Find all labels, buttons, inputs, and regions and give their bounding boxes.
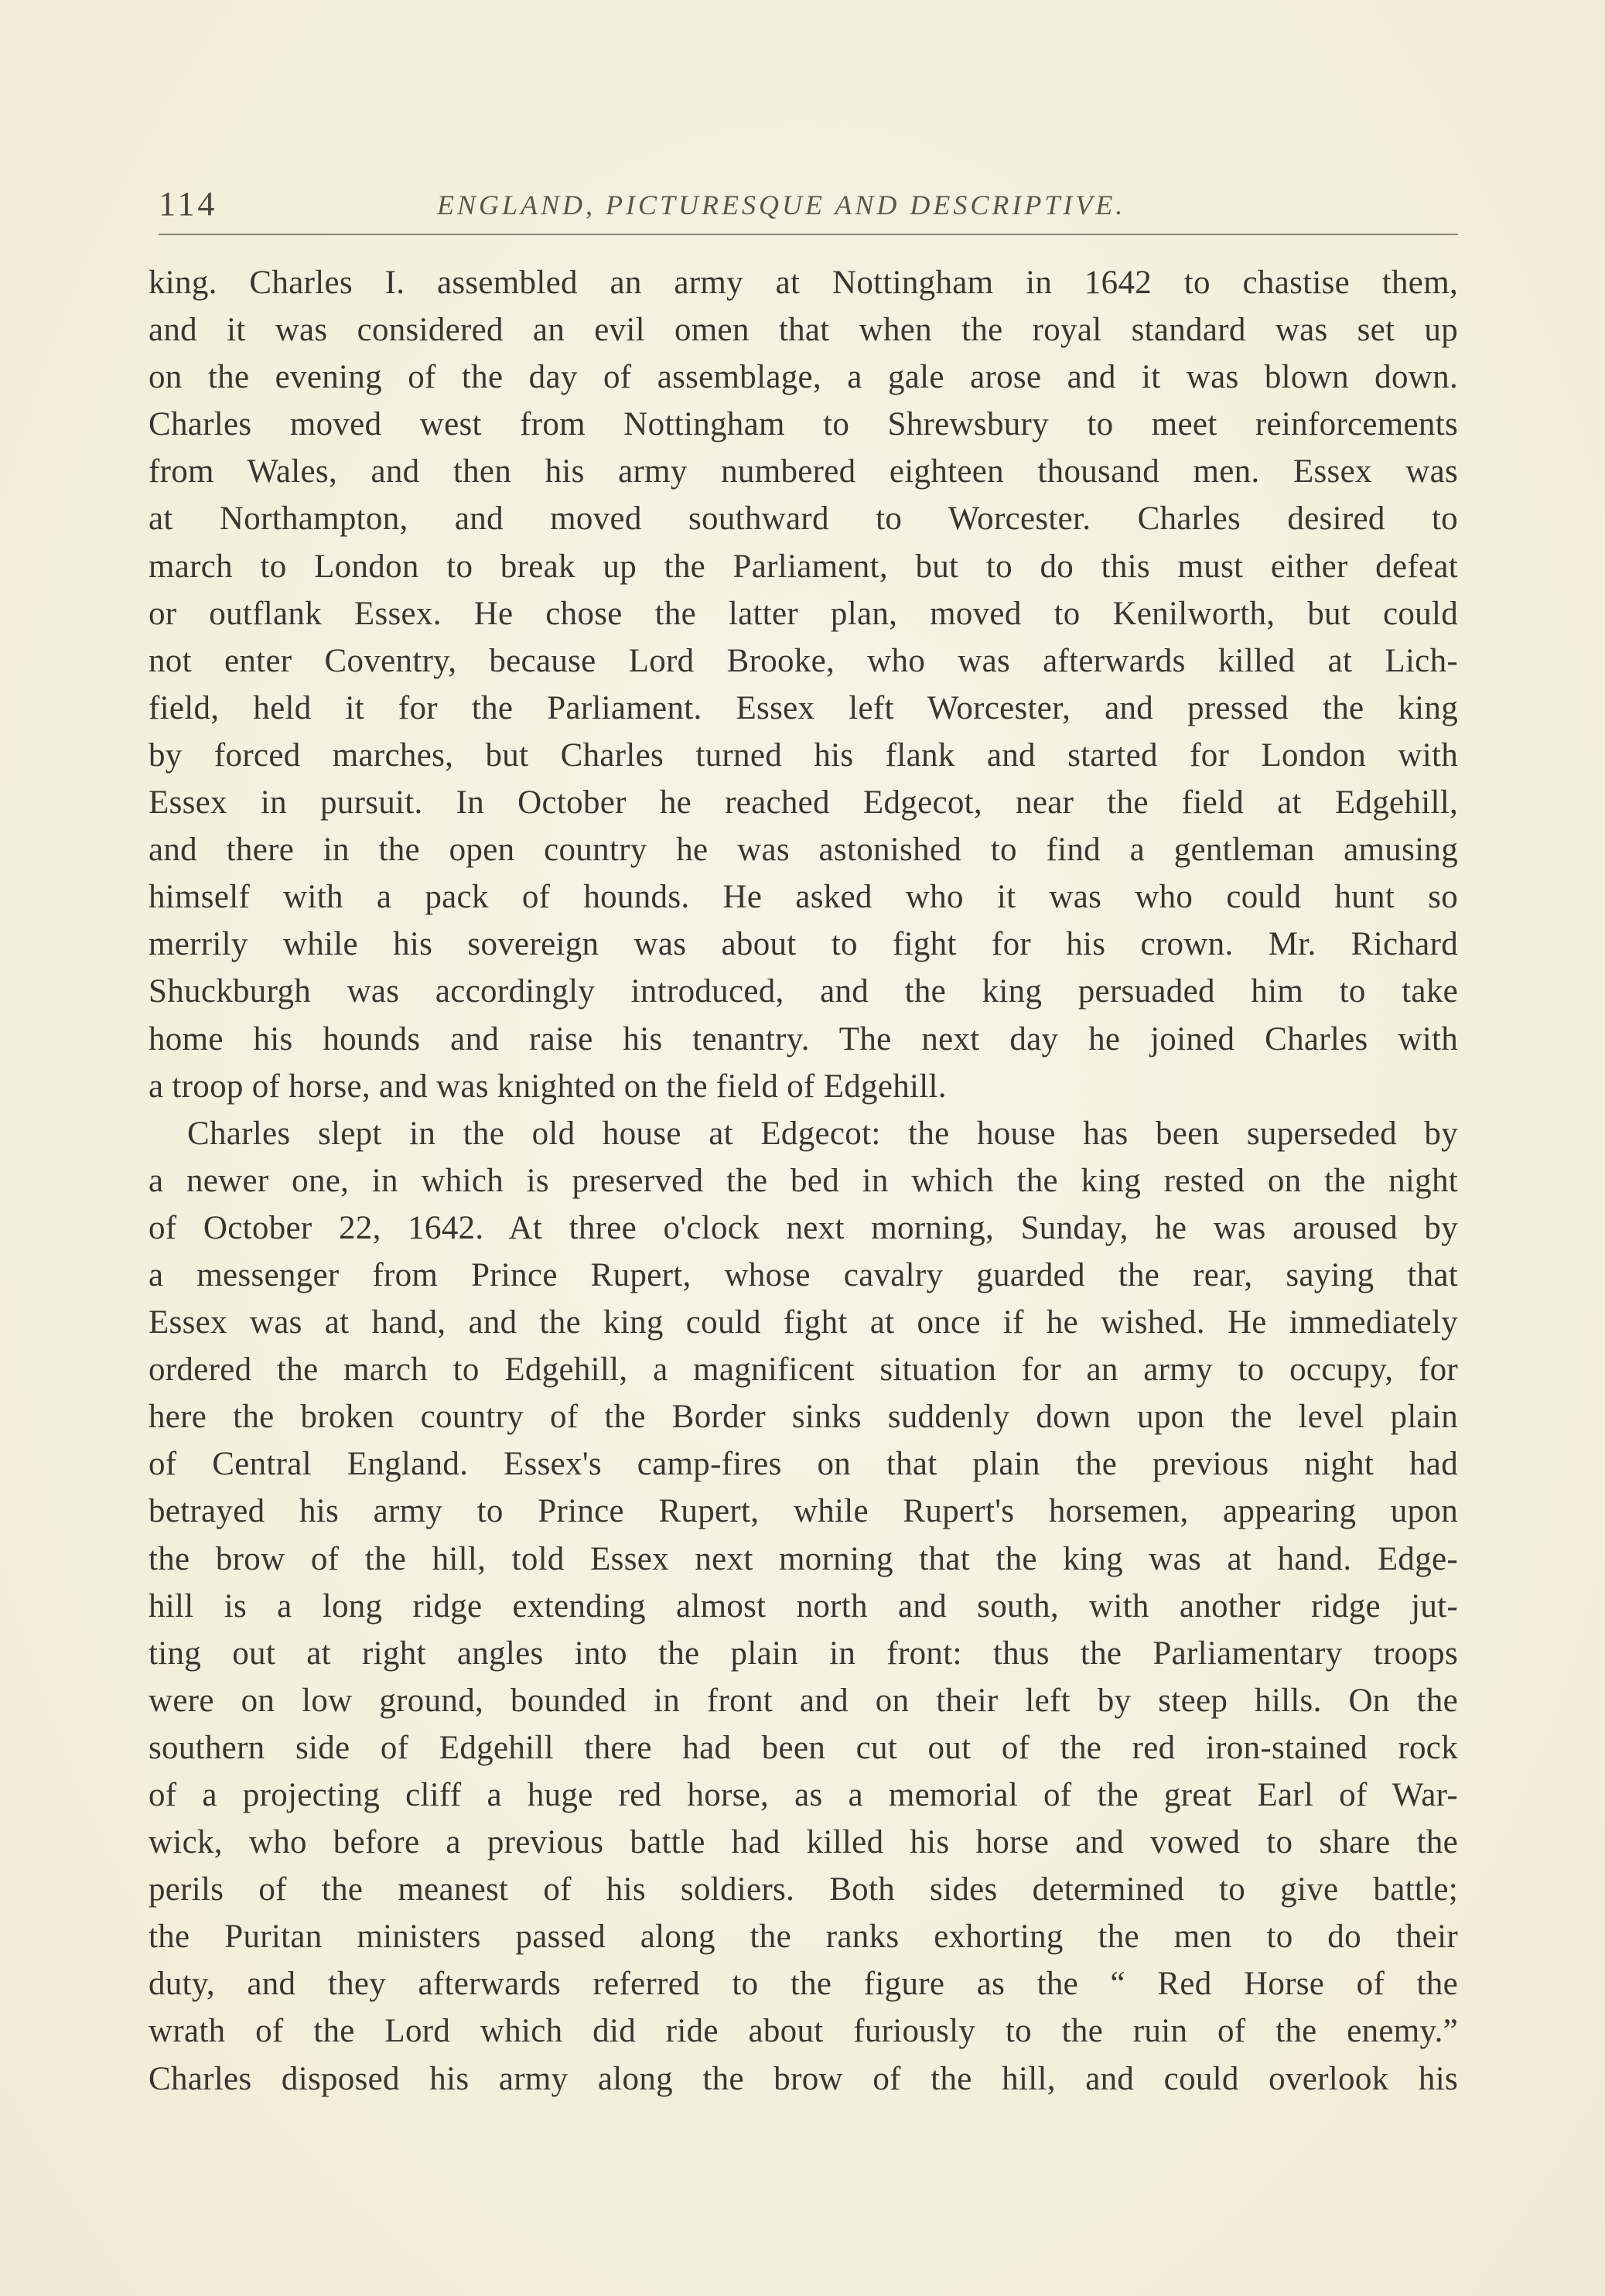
text-line: of October 22, 1642. At three o'clock next morning, Sunday, he was aroused by bbox=[149, 1209, 1458, 1246]
page-number: 114 bbox=[159, 185, 218, 223]
text-line: a troop of horse, and was knighted on the field of Edgehill. bbox=[149, 1068, 947, 1105]
text-line: and there in the open country he was astonished to find a gentleman amusing bbox=[149, 832, 1458, 869]
text-line: Charles slept in the old house at Edgecot: the house has been superseded by bbox=[187, 1115, 1458, 1152]
text-line: were on low ground, bounded in front and on their left by steep hills. On the bbox=[149, 1682, 1458, 1719]
text-line: march to London to break up the Parliament, but to do this must either defeat bbox=[149, 548, 1458, 585]
text-line: king. Charles I. assembled an army at Nottingham in 1642 to chastise them, bbox=[149, 265, 1458, 301]
running-head: ENGLAND, PICTURESQUE AND DESCRIPTIVE. bbox=[437, 190, 1126, 220]
text-line: and it was considered an evil omen that when the royal standard was set up bbox=[149, 312, 1458, 349]
text-line: from Wales, and then his army numbered eighteen thousand men. Essex was bbox=[149, 453, 1458, 490]
text-line: on the evening of the day of assemblage, a gale arose and it was blown down. bbox=[149, 359, 1458, 396]
text-line: himself with a pack of hounds. He asked who it was who could hunt so bbox=[149, 879, 1458, 916]
text-line: betrayed his army to Prince Rupert, while Rupert's horsemen, appearing upon bbox=[149, 1493, 1458, 1530]
text-line: Charles moved west from Nottingham to Shrewsbury to meet reinforcements bbox=[149, 406, 1458, 443]
text-line: a newer one, in which is preserved the bed in which the king rested on the night bbox=[149, 1162, 1458, 1199]
text-line: Essex in pursuit. In October he reached Edgecot, near the field at Edgehill, bbox=[149, 784, 1458, 822]
header-rule bbox=[159, 234, 1458, 235]
text-line: not enter Coventry, because Lord Brooke, who was afterwards killed at Lich- bbox=[149, 642, 1458, 679]
text-line: field, held it for the Parliament. Essex left Worcester, and pressed the king bbox=[149, 689, 1458, 726]
text-line: merrily while his sovereign was about to fight for his crown. Mr. Richard bbox=[149, 926, 1458, 963]
text-line: the Puritan ministers passed along the ranks exhorting the men to do their bbox=[149, 1918, 1458, 1956]
text-line: duty, and they afterwards referred to the figure as the “ Red Horse of the bbox=[149, 1966, 1458, 2003]
text-line: here the broken country of the Border sinks suddenly down upon the level plain bbox=[149, 1399, 1458, 1436]
page-header bbox=[159, 184, 1458, 238]
text-line: of Central England. Essex's camp-fires on that plain the previous night had bbox=[149, 1446, 1458, 1483]
text-line: perils of the meanest of his soldiers. Both sides determined to give battle; bbox=[149, 1871, 1458, 1908]
text-line: the brow of the hill, told Essex next morning that the king was at hand. Edge- bbox=[149, 1540, 1458, 1577]
text-line: or outflank Essex. He chose the latter plan, moved to Kenilworth, but could bbox=[149, 595, 1458, 632]
text-line: by forced marches, but Charles turned his flank and started for London with bbox=[149, 736, 1458, 774]
text-line: of a projecting cliff a huge red horse, as a memorial of the great Earl of War- bbox=[149, 1777, 1458, 1813]
text-line: wrath of the Lord which did ride about furiously to the ruin of the enemy.” bbox=[149, 2013, 1458, 2050]
text-line: a messenger from Prince Rupert, whose cavalry guarded the rear, saying that bbox=[149, 1256, 1458, 1293]
text-line: Shuckburgh was accordingly introduced, and the king persuaded him to take bbox=[149, 973, 1458, 1010]
text-line: ordered the march to Edgehill, a magnificent situation for an army to occupy, for bbox=[149, 1351, 1458, 1389]
text-line: southern side of Edgehill there had been cut out of the red iron-stained rock bbox=[149, 1729, 1458, 1766]
text-line: Charles disposed his army along the brow of the hill, and could overlook his bbox=[149, 2060, 1458, 2097]
text-line: at Northampton, and moved southward to Worcester. Charles desired to bbox=[149, 501, 1458, 538]
text-line: hill is a long ridge extending almost north and south, with another ridge jut- bbox=[149, 1587, 1458, 1625]
text-line: Essex was at hand, and the king could fight at once if he wished. He immediately bbox=[149, 1304, 1458, 1341]
body-text bbox=[149, 259, 1458, 2103]
text-line: wick, who before a previous battle had killed his horse and vowed to share the bbox=[149, 1824, 1458, 1861]
text-line: home his hounds and raise his tenantry. The next day he joined Charles with bbox=[149, 1020, 1458, 1057]
text-line: ting out at right angles into the plain in front: thus the Parliamentary troops bbox=[149, 1635, 1458, 1672]
